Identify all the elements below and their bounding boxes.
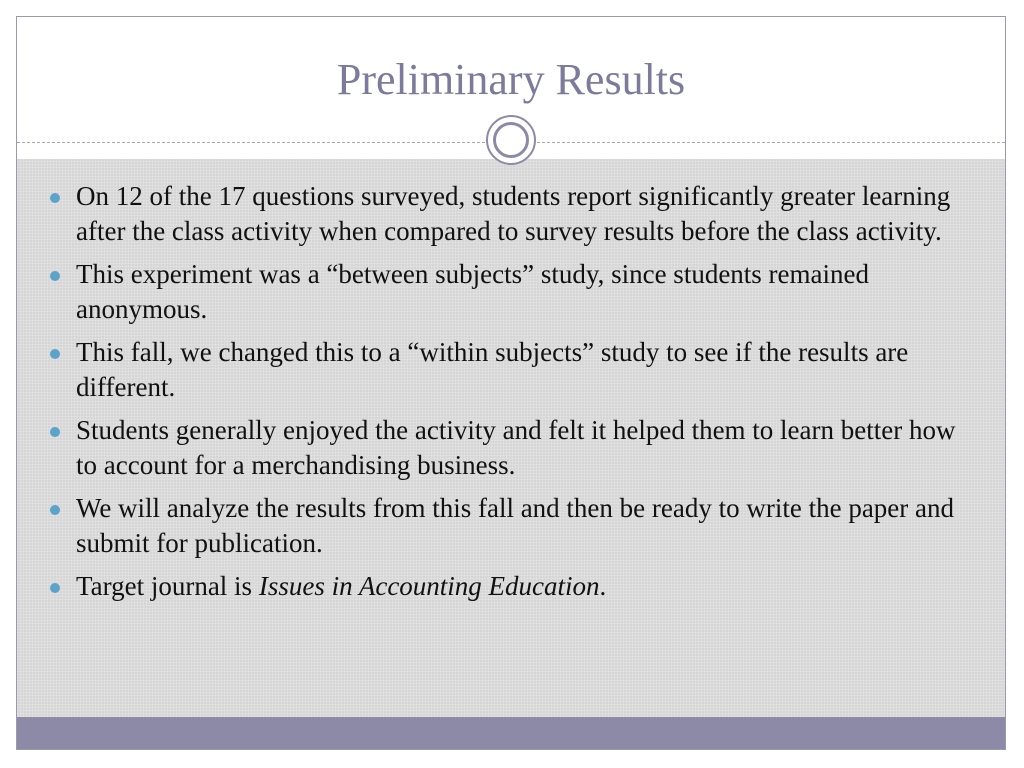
bullet-icon <box>50 427 60 437</box>
bullet-icon <box>50 349 60 359</box>
bullet-text-1: On 12 of the 17 questions surveyed, students report significantly greater learning after the class activity when compared to survey results before the class activity. <box>76 181 951 246</box>
bullet-item-2 <box>47 257 977 327</box>
journal-name: Issues in Accounting Education <box>258 571 600 601</box>
content-area <box>17 159 1005 717</box>
bullet-text-6-suffix: . <box>599 571 607 601</box>
bullet-icon <box>50 505 60 515</box>
double-ring-circle-icon <box>486 115 536 165</box>
bullet-item-3 <box>47 335 977 405</box>
inner-ring <box>493 122 529 158</box>
footer-bar <box>17 717 1005 750</box>
slide-title: Preliminary Results <box>336 55 686 104</box>
bullet-text-4: Students generally enjoyed the activity and felt it helped them to learn better how to account for a merchandising business. <box>76 415 956 480</box>
bullet-text-5: We will analyze the results from this fall and then be ready to write the paper and submit for publication. <box>76 493 955 558</box>
bullet-item-4 <box>47 413 977 483</box>
bullet-text-3: This fall, we changed this to a “within subjects” study to see if the results are different. <box>76 337 909 402</box>
bullet-list <box>47 179 977 612</box>
bullet-item-1 <box>47 179 977 249</box>
slide <box>16 16 1006 750</box>
bullet-icon <box>50 193 60 203</box>
bullet-item-6 <box>47 569 977 604</box>
bullet-icon <box>50 583 60 593</box>
bullet-text-6-prefix: Target journal is <box>76 571 259 601</box>
bullet-icon <box>50 271 60 281</box>
bullet-item-5 <box>47 491 977 561</box>
bullet-text-2: This experiment was a “between subjects” study, since students remained anonymous. <box>76 259 870 324</box>
